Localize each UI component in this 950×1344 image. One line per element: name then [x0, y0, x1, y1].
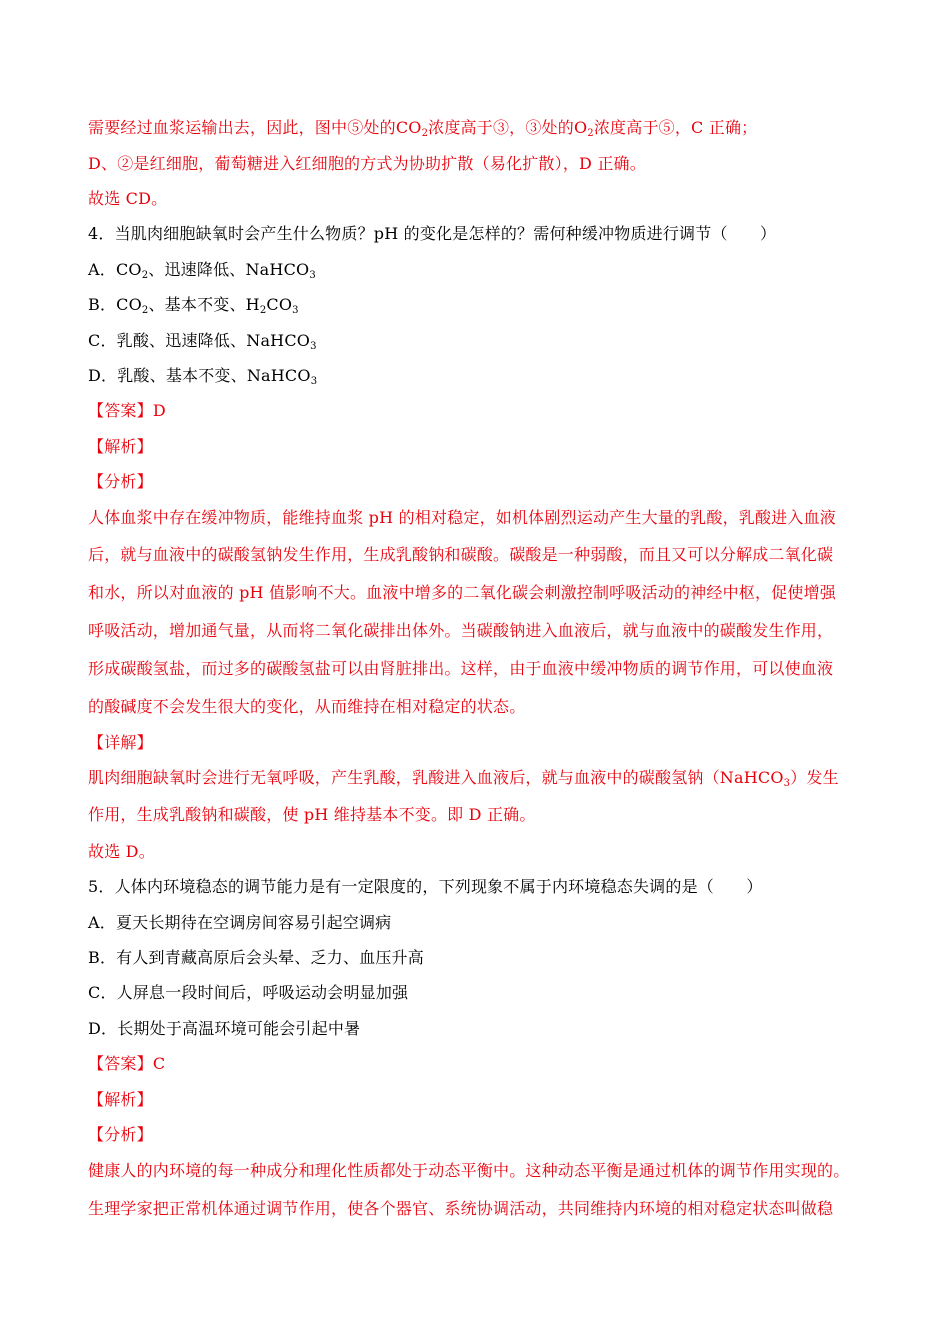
- q4-analysis-line: 后，就与血液中的碳酸氢钠发生作用，生成乳酸钠和碳酸。碳酸是一种弱酸，而且又可以分解成二氧化碳: [88, 545, 834, 564]
- q4-option-d: [88, 366, 317, 386]
- q4-jiexi-label: 【解析】: [88, 437, 153, 456]
- prev-explanation-line-1: [88, 118, 757, 138]
- q5-fenxi-label: 【分析】: [88, 1125, 153, 1144]
- q4-answer-label: 【答案】: [88, 401, 153, 420]
- q4-a-prefix: A．CO: [88, 260, 142, 279]
- q4-d-sub1: 3: [310, 376, 318, 387]
- q5-option-b: B．有人到青藏高原后会头晕、乏力、血压升高: [88, 948, 424, 967]
- prev-text-c: 浓度高于⑤，C 正确；: [593, 118, 758, 137]
- q4-option-c: [88, 331, 317, 351]
- prev-text-b: 浓度高于③，③处的: [428, 118, 574, 137]
- q4-d-prefix: D．乳酸、基本不变、NaHCO: [88, 366, 311, 385]
- q4-b-sub3: 3: [292, 305, 299, 316]
- q4-detail-a: 肌肉细胞缺氧时会进行无氧呼吸，产生乳酸，乳酸进入血液后，就与血液中的碳酸氢钠（NaHCO: [88, 768, 784, 787]
- q4-answer: [88, 401, 166, 421]
- q4-xiangjie-label: 【详解】: [88, 733, 153, 752]
- q4-b-end: CO: [266, 295, 293, 314]
- prev-conclusion: 故选 CD。: [88, 189, 168, 208]
- co2-formula: CO: [395, 118, 422, 137]
- q5-option-c: C．人屏息一段时间后，呼吸运动会明显加强: [88, 983, 409, 1002]
- q4-detail-line-2: 作用，生成乳酸钠和碳酸，使 pH 维持基本不变。即 D 正确。: [88, 805, 536, 824]
- q4-analysis-line: 呼吸活动，增加通气量，从而将二氧化碳排出体外。当碳酸钠进入血液后，就与血液中的碳酸发生作用，: [88, 621, 834, 640]
- q5-answer-value: C: [152, 1054, 166, 1073]
- q4-a-sub2: 3: [309, 270, 316, 281]
- q4-stem: 4．当肌肉细胞缺氧时会产生什么物质？pH 的变化是怎样的？需何种缓冲物质进行调节（ ）: [88, 224, 777, 243]
- q4-analysis-line: 的酸碱度不会发生很大的变化，从而维持在相对稳定的状态。: [88, 697, 526, 716]
- q5-stem: 5．人体内环境稳态的调节能力是有一定限度的，下列现象不属于内环境稳态失调的是（ ）: [88, 877, 763, 896]
- q4-b-prefix: B．CO: [88, 295, 142, 314]
- q4-answer-value: D: [152, 401, 166, 420]
- o2-formula: O: [573, 118, 588, 137]
- q4-analysis-line: 形成碳酸氢盐，而过多的碳酸氢盐可以由肾脏排出。这样，由于血液中缓冲物质的调节作用，可以使血液: [88, 659, 834, 678]
- prev-text-a: 需要经过血浆运输出去，因此，图中⑤处的: [88, 118, 396, 137]
- q5-option-a: A．夏天长期待在空调房间容易引起空调病: [88, 913, 392, 932]
- prev-explanation-line-2: D、②是红细胞，葡萄糖进入红细胞的方式为协助扩散（易化扩散），D 正确。: [88, 154, 646, 173]
- q4-b-sub2: 2: [259, 305, 267, 316]
- q4-analysis-line: 人体血浆中存在缓冲物质，能维持血浆 pH 的相对稳定，如机体剧烈运动产生大量的乳酸，乳酸进入血液: [88, 508, 836, 527]
- q5-analysis-line: 健康人的内环境的每一种成分和理化性质都处于动态平衡中。这种动态平衡是通过机体的调节作用实现的。: [88, 1161, 850, 1180]
- co2-subscript: 2: [421, 128, 429, 139]
- q4-a-mid: 、迅速降低、NaHCO: [148, 260, 310, 279]
- q5-answer-label: 【答案】: [88, 1054, 153, 1073]
- q4-c-sub1: 3: [310, 341, 317, 352]
- q4-detail-line-1: [88, 768, 839, 788]
- o2-subscript: 2: [587, 128, 594, 139]
- q4-b-sub1: 2: [141, 305, 149, 316]
- q4-analysis-line: 和水，所以对血液的 pH 值影响不大。血液中增多的二氧化碳会刺激控制呼吸活动的神经中枢，促使增强: [88, 583, 836, 602]
- q5-jiexi-label: 【解析】: [88, 1090, 153, 1109]
- q5-analysis-line: 生理学家把正常机体通过调节作用，使各个器官、系统协调活动，共同维持内环境的相对稳定状态叫做稳: [88, 1199, 834, 1218]
- q4-b-mid: 、基本不变、H: [148, 295, 260, 314]
- q4-option-a: [88, 260, 316, 280]
- q5-answer: [88, 1054, 165, 1074]
- q4-option-b: [88, 295, 299, 315]
- q4-fenxi-label: 【分析】: [88, 472, 153, 491]
- q5-option-d: D．长期处于高温环境可能会引起中暑: [88, 1019, 361, 1038]
- q4-a-sub1: 2: [141, 270, 149, 281]
- q4-detail-b: ）发生: [790, 768, 839, 787]
- q4-detail-sub: 3: [783, 778, 791, 789]
- q4-c-prefix: C．乳酸、迅速降低、NaHCO: [88, 331, 311, 350]
- q4-conclusion: 故选 D。: [88, 842, 155, 861]
